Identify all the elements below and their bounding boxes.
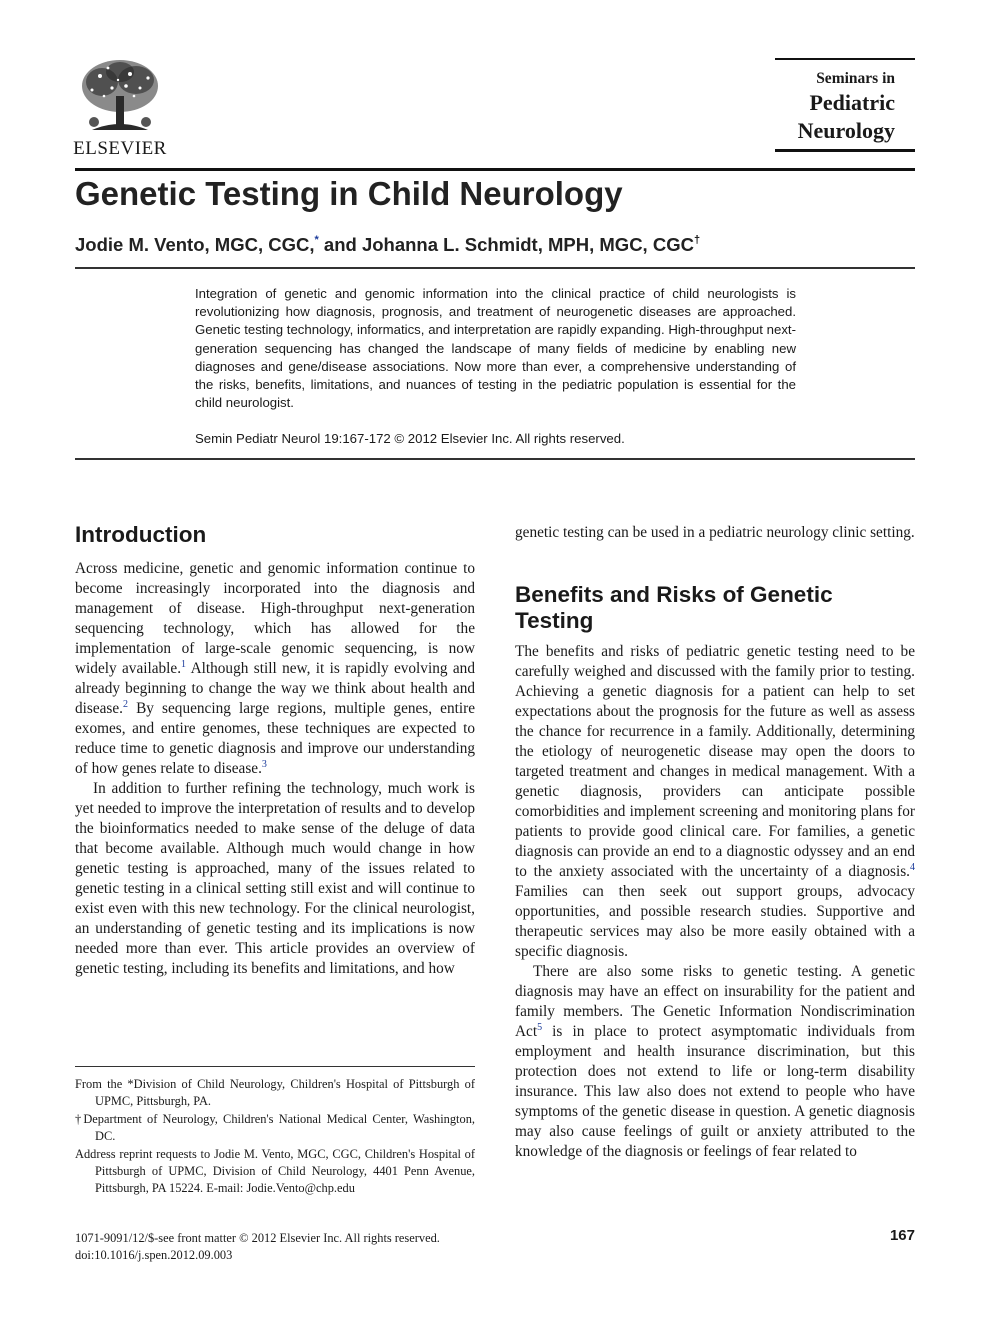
benefits-p2-part-b: is in place to protect asymptomatic individuals from employment and health insurance discrimination, but this protection does not extend to life or long-term disability insurance. This law also does not extend to people who have symptoms of the genetic disease in question. A genetic diagnosis may also cause feelings of guilt or anxiety attributed to the knowledge of the diagnosis or feelings of fear related to — [515, 1023, 915, 1160]
section-heading-benefits-risks: Benefits and Risks of Genetic Testing — [515, 582, 833, 633]
doi-link[interactable]: doi:10.1016/j.spen.2012.09.003 — [75, 1247, 233, 1262]
title-divider — [75, 267, 915, 269]
journal-rule-top — [775, 58, 915, 60]
journal-title-line1: Seminars in — [816, 70, 895, 87]
author-1: Jodie M. Vento, MGC, CGC, — [75, 234, 315, 255]
reference-link-1[interactable]: 1 — [181, 659, 187, 670]
page-footer — [75, 1230, 495, 1263]
affiliation-mark-2[interactable]: † — [693, 234, 701, 246]
intro-paragraph-2: In addition to further refining the technology, much work is yet needed to improve the interpretation of results and to develop the bioinformatics needed to make sense of the deluge of data that become available. Although much would change in how genetic testing is approached, many of the issues related to genetic testing in a clinical setting still exist and will continue to exist even with this new technology. For the clinical neurologist, an understanding of genetic testing and its implications is now needed more than ever. This article provides an overview of genetic testing, including its benefits and limitations, and how — [75, 780, 475, 977]
left-column — [75, 522, 475, 979]
intro-p1-part-a: Across medicine, genetic and genomic information continue to become increasingly incorporated into the diagnosis and management of disease. High-throughput next-generation sequencing technology, which has allowed for the implementation of large-scale genomic sequencing, is now widely available. — [75, 560, 475, 677]
abstract-citation: Semin Pediatr Neurol 19:167-172 © 2012 Elsevier Inc. All rights reserved. — [195, 431, 625, 446]
footnote-affiliation-2: †Department of Neurology, Children's National Medical Center, Washington, DC. — [75, 1112, 475, 1143]
reference-link-4[interactable]: 4 — [910, 862, 915, 873]
intro-p1-part-c: By sequencing large regions, multiple genes, entire exomes, and entire genomes, these techniques are expected to reduce time to genetic diagnosis and improve our understanding of how genes relate to disease. — [75, 700, 475, 777]
journal-title-line3: Neurology — [797, 118, 895, 143]
benefits-paragraph-1 — [515, 642, 915, 962]
right-column — [515, 523, 915, 1162]
section-heading-introduction: Introduction — [75, 522, 207, 547]
benefits-p2-part-a: There are also some risks to genetic testing. A genetic diagnosis may have an effect on insurability for the patient and family members. The Genetic Information Nondiscrimination Act — [515, 963, 915, 1040]
publisher-name: ELSEVIER — [73, 138, 167, 159]
copyright-line: 1071-9091/12/$-see front matter © 2012 Elsevier Inc. All rights reserved. — [75, 1231, 440, 1245]
benefits-p1-part-a: The benefits and risks of pediatric genetic testing need to be carefully weighed and discussed with the family prior to testing. Achieving a genetic diagnosis for a patient can help to set expectations about the prognosis for the future as well as assess the chance for recurrence in a family. Additionally, determining the etiology of neurogenetic disease may open the doors to targeted treatment and changes in medical management. With a genetic diagnosis, providers can anticipate possible comorbidities and implement screening and monitoring plans for patients to provide good clinical care. For families, a genetic diagnosis can provide an end to a diagnostic odyssey and an end to the anxiety associated with the uncertainty of a diagnosis. — [515, 643, 915, 880]
journal-title-line2: Pediatric — [809, 90, 895, 115]
journal-masthead — [775, 58, 915, 152]
intro-p1-part-b: Although still new, it is rapidly evolving and already beginning to change the way we think about health and disease. — [75, 660, 475, 717]
page-number: 167 — [889, 1227, 915, 1244]
footnote-reprint-address: Address reprint requests to Jodie M. Vento, MGC, CGC, Children's Hospital of Pittsburgh of UPMC, Division of Child Neurology, 4401 Penn Avenue, Pittsburgh, PA 15224. E-mail: Jodie.Vento@chp.edu — [75, 1147, 475, 1195]
reference-link-2[interactable]: 2 — [123, 699, 128, 710]
author-2: Johanna L. Schmidt, MPH, MGC, CGC — [361, 234, 694, 255]
elsevier-tree-icon — [72, 56, 168, 136]
footnote-divider — [75, 1066, 475, 1067]
footnote-affiliation-1: From the *Division of Child Neurology, Children's Hospital of Pittsburgh of UPMC, Pittsburgh, PA. — [75, 1077, 475, 1108]
benefits-p1-part-b: Families can then seek out support groups, advocacy opportunities, and possible research studies. Supportive and therapeutic services may also be more easily obtained with a specific diagnosis. — [515, 883, 915, 960]
abstract-text: Integration of genetic and genomic information into the clinical practice of child neurologists is revolutionizing how diagnosis, prognosis, and treatment of neurogenetic diseases are approached. Genetic testing technology, informatics, and interpretation are rapidly expanding. High-throughput next-generation sequencing has changed the landscape of many fields of medicine by enabling new diagnoses and gene/disease associations. Now more than ever, a comprehensive understanding of the risks, benefits, limitations, and nuances of testing in the pediatric population is essential for the child neurologist. — [195, 286, 796, 411]
author-join: and — [318, 234, 362, 255]
benefits-paragraph-2 — [515, 962, 915, 1162]
intro-paragraph-1 — [75, 559, 475, 779]
elsevier-logo — [72, 56, 168, 160]
affiliation-mark-1[interactable]: * — [314, 234, 319, 246]
intro-continuation: genetic testing can be used in a pediatric neurology clinic setting. — [515, 524, 915, 541]
reference-link-5[interactable]: 5 — [537, 1022, 543, 1033]
abstract-divider — [75, 458, 915, 460]
footnotes — [75, 1076, 475, 1198]
article-title: Genetic Testing in Child Neurology — [75, 175, 623, 212]
header-divider — [75, 168, 915, 171]
author-line — [75, 226, 915, 259]
reference-link-3[interactable]: 3 — [261, 759, 267, 770]
journal-rule-bottom — [775, 149, 915, 152]
